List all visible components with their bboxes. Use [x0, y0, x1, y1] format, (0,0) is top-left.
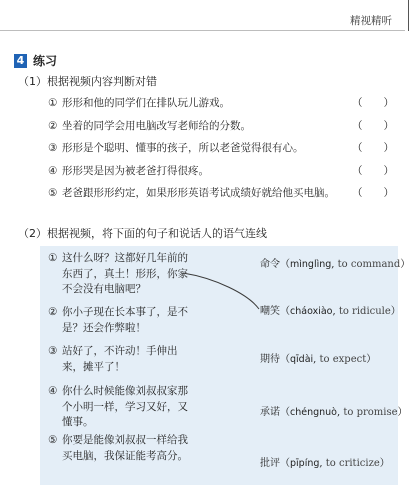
tone-pinyin: qīdài: [290, 354, 314, 365]
connector-path: [183, 273, 259, 309]
sentence-text: 你要是能像刘叔叔一样给我买电脑，我保证能考高分。: [62, 434, 188, 462]
tone-pinyin: pīpíng: [290, 458, 320, 469]
answer-parentheses[interactable]: （ ）: [352, 164, 394, 177]
tf-item-text: 老爸跟形形约定，如果形形英语考试成绩好就给他买电脑。: [62, 187, 335, 199]
tone-pinyin: cháoxiào: [290, 306, 333, 317]
tf-item-text: 坐着的同学会用电脑改写老师给的分数。: [62, 119, 251, 132]
tone-pinyin: chéngnuò: [290, 407, 337, 418]
tf-item-number: ③: [48, 142, 58, 154]
answer-parentheses[interactable]: （ ）: [352, 119, 394, 132]
tf-item-number: ②: [48, 119, 58, 132]
sentence-text: 你小子现在长本事了，是不是？还会作弊啦！: [62, 306, 188, 334]
sentence-number: ②: [48, 306, 58, 318]
tone-chinese: 嘲笑: [260, 306, 280, 317]
sentence-number: ③: [48, 345, 58, 357]
section-title: 练习: [33, 54, 58, 68]
true-false-list: [48, 95, 396, 208]
answer-parentheses[interactable]: （ ）: [352, 97, 394, 109]
tf-item-text: 形形和他的同学们在排队玩儿游戏。: [62, 97, 230, 109]
question-2-title: （2）根据视频，将下面的句子和说话人的语气连线: [18, 227, 267, 240]
answer-parentheses[interactable]: （ ）: [352, 142, 394, 154]
tone-option[interactable]: 命令（mìnglìng, to command）: [260, 259, 411, 270]
question-1-title: （1）根据视频内容判断对错: [18, 75, 157, 88]
tone-option[interactable]: 承诺（chéngnuò, to promise）: [260, 407, 408, 418]
tone-option[interactable]: 嘲笑（cháoxiào, to ridicule）: [260, 306, 401, 317]
tf-item-number: ①: [48, 97, 58, 109]
tone-pinyin: mìnglìng: [290, 259, 332, 270]
tone-english: to command: [337, 259, 401, 270]
tf-item: [48, 140, 396, 163]
running-head: 精视精听: [350, 15, 392, 27]
header-rule: [0, 30, 405, 31]
matching-box: [40, 246, 411, 485]
tone-english: to promise: [343, 407, 398, 418]
section-heading: [14, 52, 57, 69]
sentence-text: 这什么呀？这都好几年前的东西了，真土！形形，你家不会没有电脑吧？: [62, 252, 188, 295]
sentence-text: 你什么时候能像刘叔叔家那个小明一样，学习又好，又懂事。: [62, 385, 188, 428]
tone-english: to ridicule: [338, 306, 391, 317]
answer-parentheses[interactable]: （ ）: [352, 187, 394, 199]
tf-item: [48, 185, 396, 208]
sentence-number: ①: [48, 252, 58, 264]
page-edge-rule: [408, 0, 409, 31]
tone-chinese: 批评: [260, 458, 280, 469]
tf-item-text: 形形哭是因为被老爸打得很疼。: [62, 164, 209, 177]
tf-item: [48, 118, 396, 141]
tf-item-text: 形形是个聪明、懂事的孩子，所以老爸觉得很有心。: [62, 142, 304, 154]
section-number-badge: 4: [14, 54, 27, 68]
tone-chinese: 期待: [260, 354, 280, 365]
tone-english: to criticize: [325, 458, 380, 469]
tone-english: to expect: [319, 354, 367, 365]
tf-item: [48, 95, 396, 118]
sentence-number: ④: [48, 385, 58, 397]
tone-option[interactable]: 批评（pīpíng, to criticize）: [260, 458, 390, 469]
tone-chinese: 承诺: [260, 407, 280, 418]
sentence-number: ⑤: [48, 434, 58, 446]
example-connecting-line: [40, 246, 398, 485]
tone-option[interactable]: 期待（qīdài, to expect）: [260, 354, 377, 365]
sentence-text: 站好了，不许动！手伸出来，摊平了！: [62, 345, 178, 373]
tf-item-number: ⑤: [48, 187, 58, 199]
tf-item: [48, 163, 396, 186]
tone-chinese: 命令: [260, 259, 280, 270]
tf-item-number: ④: [48, 164, 58, 177]
